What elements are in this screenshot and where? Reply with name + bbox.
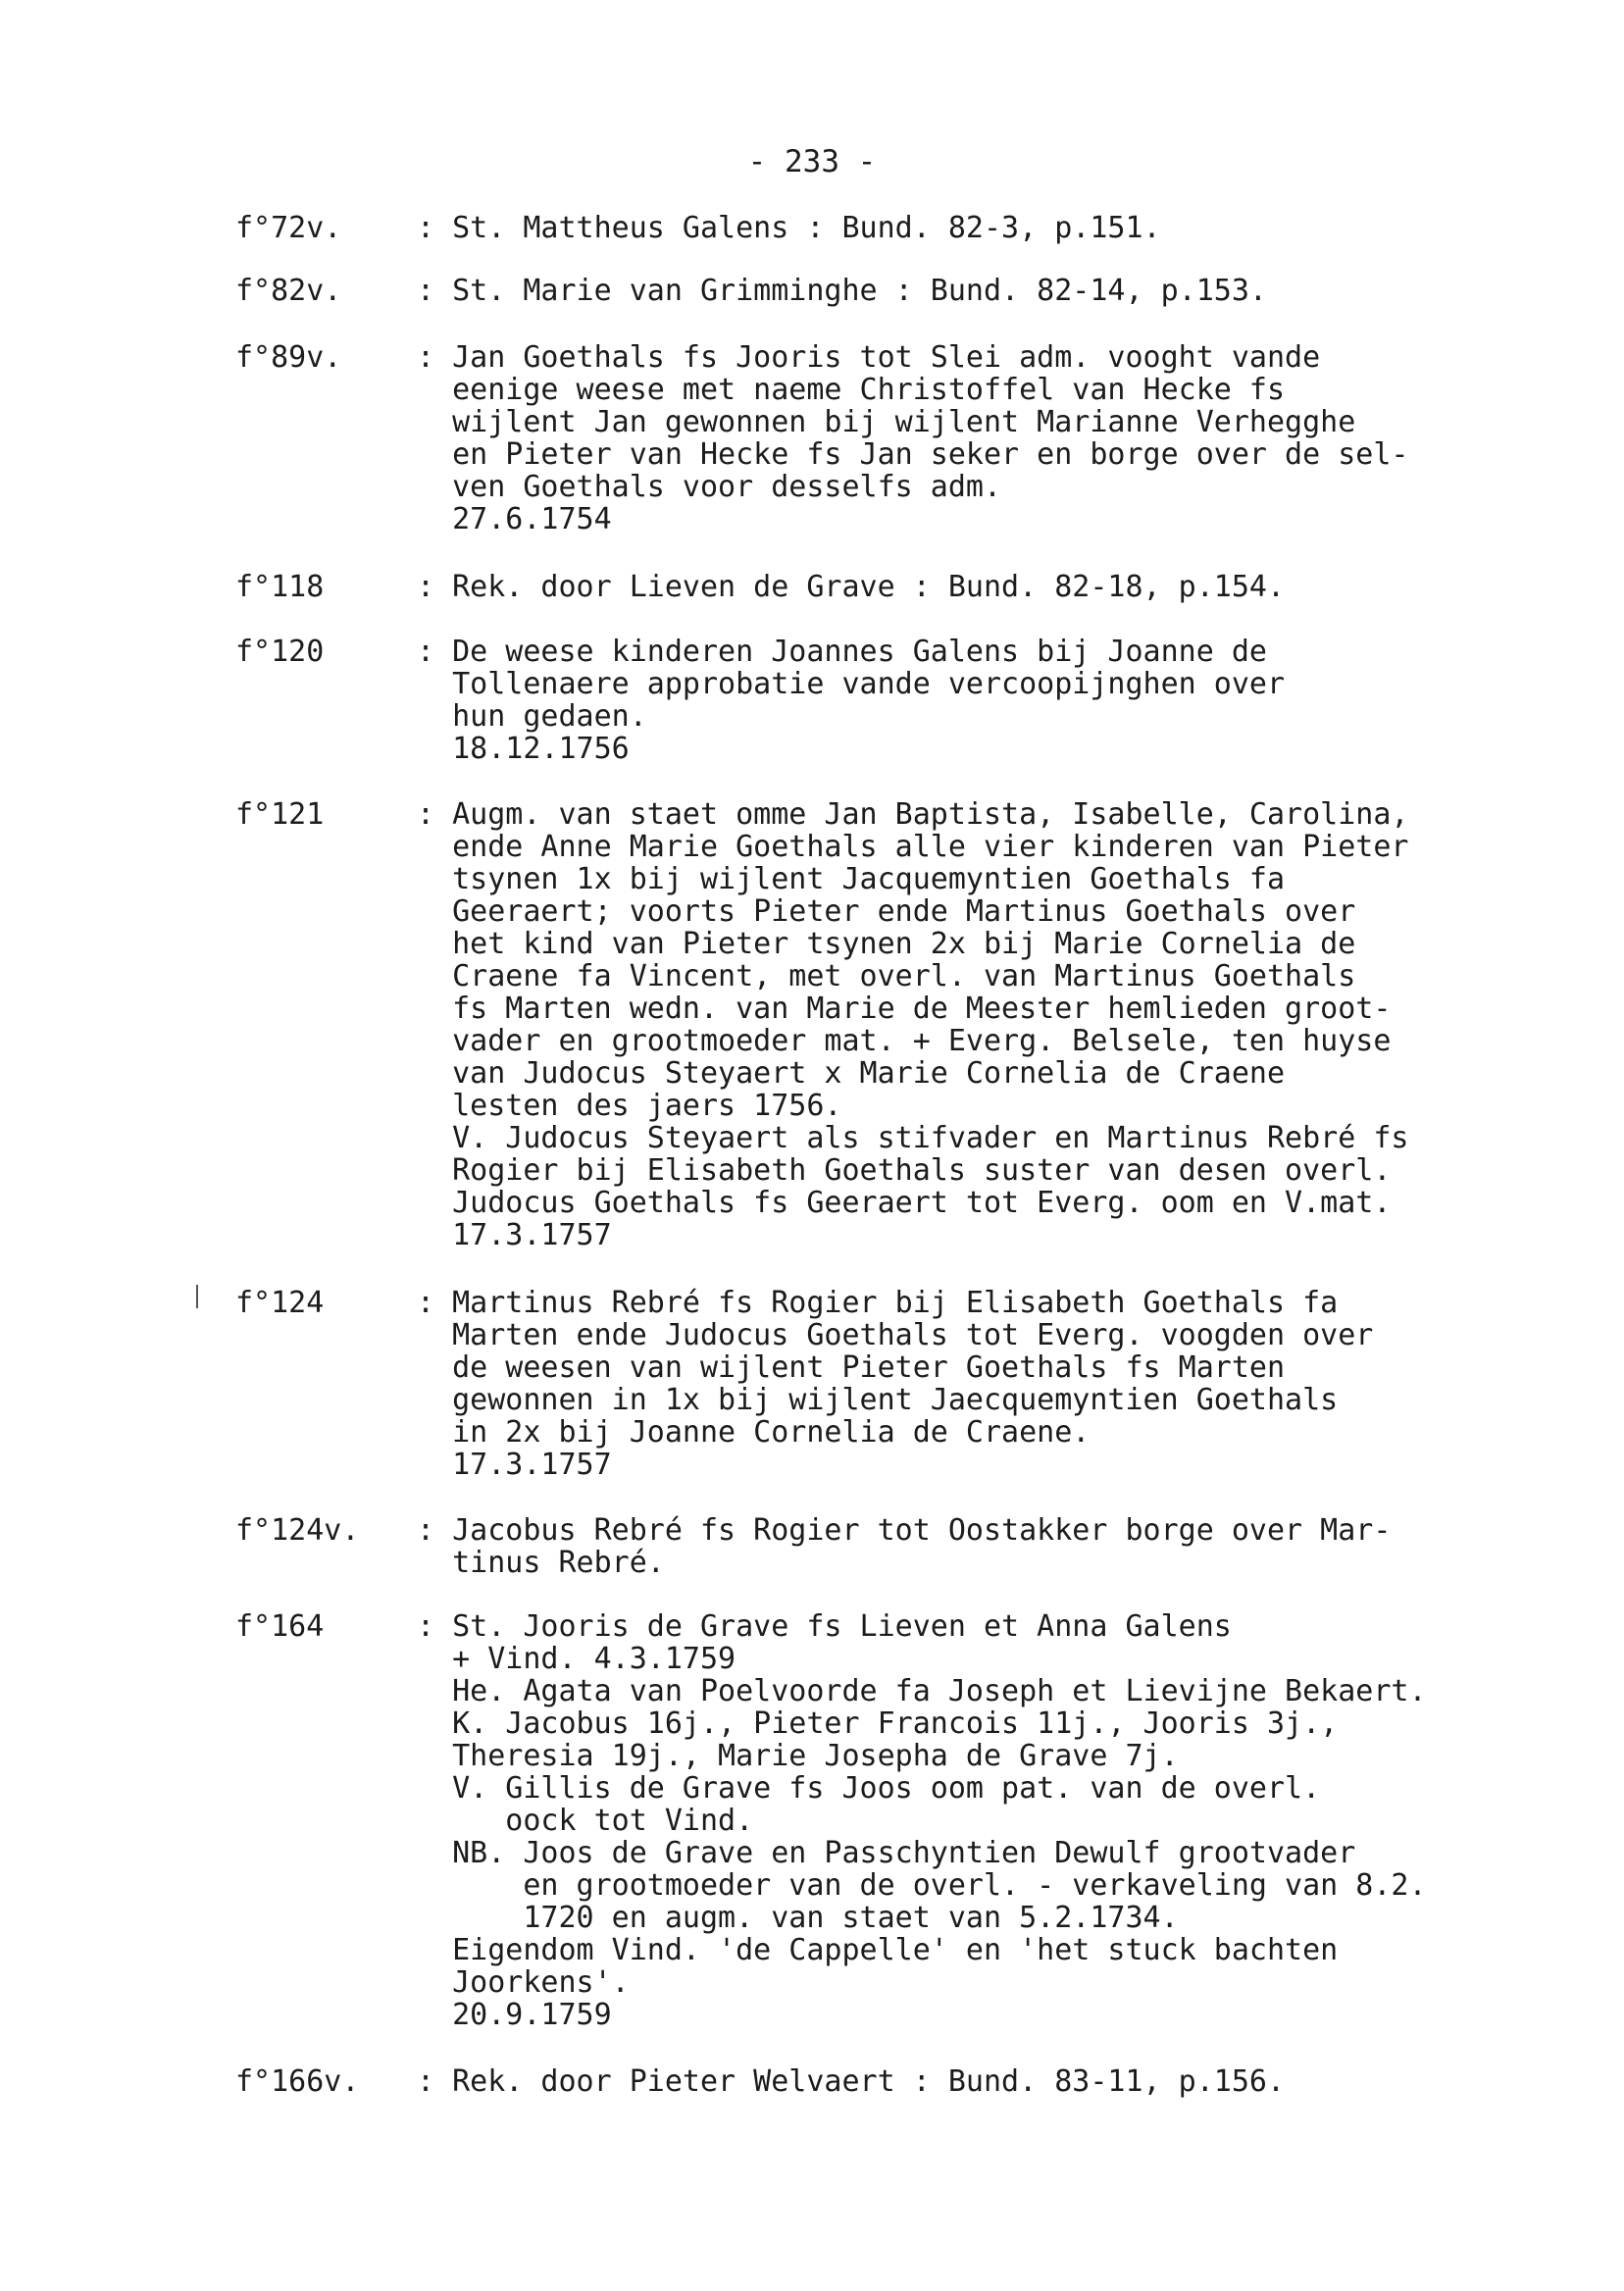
margin-mark [196,1285,198,1308]
folio-reference: f°118 [235,570,325,604]
entry-text [417,1514,1391,1579]
entry-text [417,275,1267,307]
entry-line: ven Goethals voor desselfs adm. [417,470,1002,504]
folio-reference: f°89v. [235,340,342,375]
entry-line: Marten ende Judocus Goethals tot Everg. voogden over [417,1318,1374,1352]
folio-reference: f°124v. [235,1513,360,1548]
folio-reference: f°120 [235,635,325,669]
entry-text [417,636,1285,765]
entry-line: eenige weese met naeme Christoffel van Hecke fs [417,373,1286,407]
entry-line: K. Jacobus 16j., Pieter Francois 11j., Jooris 3j., [417,1706,1339,1741]
entry-line: in 2x bij Joanne Cornelia de Craene. [417,1415,1091,1450]
folio-reference: f°121 [235,797,325,832]
entry-line: Tollenaere approbatie vande vercoopijnghen over [417,667,1286,701]
folio-reference: f°164 [235,1609,325,1644]
entry-text [417,1610,1427,2031]
entry-line: van Judocus Steyaert x Marie Cornelia de Craene [417,1056,1286,1091]
entry-line: : Augm. van staet omme Jan Baptista, Isabelle, Carolina, [417,797,1409,832]
entry-line: : St. Mattheus Galens : Bund. 82-3, p.151. [417,211,1161,245]
entry-line: hun gedaen. [417,699,647,734]
entry-line: tinus Rebré. [417,1546,665,1580]
entry-line: Rogier bij Elisabeth Goethals suster van desen overl. [417,1153,1392,1188]
entry-line: Eigendom Vind. 'de Cappelle' en 'het stuck bachten [417,1933,1339,1967]
entry-line: wijlent Jan gewonnen bij wijlent Marianne Verhegghe [417,405,1356,439]
entry-line: : Rek. door Pieter Welvaert : Bund. 83-11, p.156. [417,2064,1286,2099]
folio-reference: f°124 [235,1286,325,1320]
entry-line: : St. Marie van Grimminghe : Bund. 82-14, p.153. [417,274,1267,308]
entry-line: en grootmoeder van de overl. - verkaveling van 8.2. [417,1868,1427,1903]
entry-text [417,2065,1285,2098]
entry-line: fs Marten wedn. van Marie de Meester hemlieden groot- [417,992,1392,1026]
entry-line: : De weese kinderen Joannes Galens bij Joanne de [417,635,1267,669]
entry-text [417,798,1408,1251]
entry-line: lesten des jaers 1756. [417,1089,842,1123]
page-number: - 233 - [747,144,877,179]
entry-line: : Martinus Rebré fs Rogier bij Elisabeth Goethals fa [417,1286,1339,1320]
entry-line: 27.6.1754 [417,502,612,536]
entry-line: Joorkens'. [417,1965,630,2000]
entry-line: ende Anne Marie Goethals alle vier kinderen van Pieter [417,830,1409,864]
entry-line: V. Gillis de Grave fs Joos oom pat. van de overl. [417,1771,1321,1806]
entry-text [417,571,1285,603]
entry-line: vader en grootmoeder mat. + Everg. Belsele, ten huyse [417,1024,1392,1058]
folio-reference: f°72v. [235,211,342,245]
entry-line: 17.3.1757 [417,1218,612,1252]
entry-line: Geeraert; voorts Pieter ende Martinus Goethals over [417,894,1356,929]
entry-line: : Rek. door Lieven de Grave : Bund. 82-18, p.154. [417,570,1286,604]
entry-line: : St. Jooris de Grave fs Lieven et Anna Galens [417,1609,1232,1644]
entry-line: + Vind. 4.3.1759 [417,1642,736,1676]
entry-text [417,1287,1373,1481]
entry-text [417,341,1408,535]
entry-line: : Jacobus Rebré fs Rogier tot Oostakker borge over Mar- [417,1513,1392,1548]
entry-line: oock tot Vind. [417,1804,754,1838]
entry-line: He. Agata van Poelvoorde fa Joseph et Lievijne Bekaert. [417,1674,1427,1708]
entry-line: : Jan Goethals fs Jooris tot Slei adm. vooght vande [417,340,1321,375]
entry-line: NB. Joos de Grave en Passchyntien Dewulf grootvader [417,1836,1356,1870]
entry-line: het kind van Pieter tsynen 2x bij Marie Cornelia de [417,927,1356,961]
entry-line: en Pieter van Hecke fs Jan seker en borge over de sel- [417,437,1409,472]
entry-line: 1720 en augm. van staet van 5.2.1734. [417,1901,1179,1935]
folio-reference: f°166v. [235,2064,360,2099]
entry-line: de weesen van wijlent Pieter Goethals fs Marten [417,1350,1286,1385]
entry-line: gewonnen in 1x bij wijlent Jaecquemyntien Goethals [417,1383,1339,1417]
folio-reference: f°82v. [235,274,342,308]
entry-line: V. Judocus Steyaert als stifvader en Martinus Rebré fs [417,1121,1409,1155]
entry-line: tsynen 1x bij wijlent Jacquemyntien Goethals fa [417,862,1286,896]
entry-line: Theresia 19j., Marie Josepha de Grave 7j. [417,1739,1179,1773]
entry-line: Craene fa Vincent, met overl. van Martinus Goethals [417,959,1356,993]
entry-line: 18.12.1756 [417,732,630,766]
entry-text [417,212,1161,244]
entry-line: 20.9.1759 [417,1998,612,2032]
entry-line: Judocus Goethals fs Geeraert tot Everg. oom en V.mat. [417,1186,1392,1220]
entry-line: 17.3.1757 [417,1448,612,1482]
